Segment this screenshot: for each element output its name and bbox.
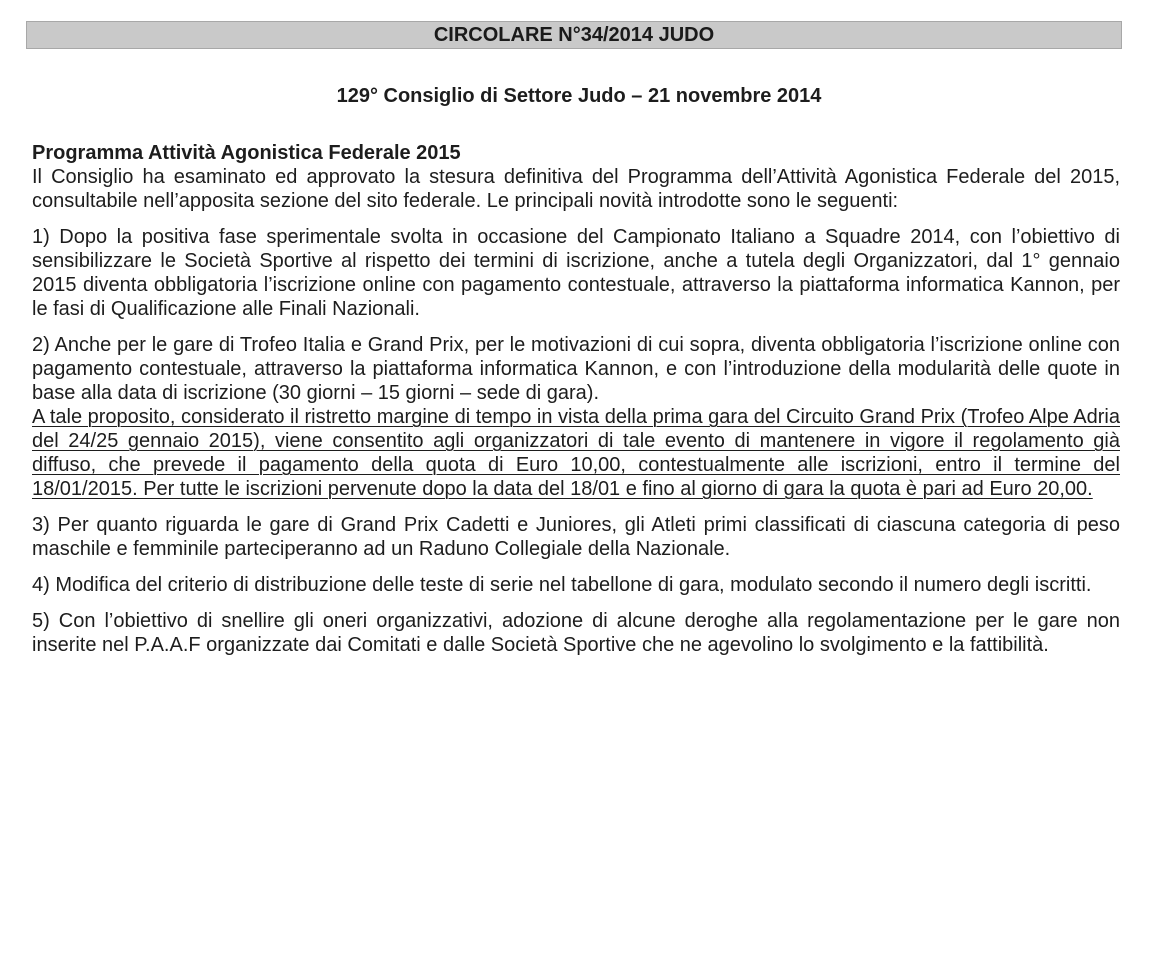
document-body [32, 141, 1120, 657]
item-1-paragraph: 1) Dopo la positiva fase sperimentale svolta in occasione del Campionato Italiano a Squadre 2014, con l’obiettivo di sensibilizzare le Società Sportive al rispetto dei termini di iscrizione, anche a tutela degli Organizzatori, dal 1° gennaio 2015 diventa obbligatoria l’iscrizione online con pagamento contestuale, attraverso la piattaforma informatica Kannon, per le fasi di Qualificazione alle Finali Nazionali. [32, 226, 1120, 320]
document-subtitle: 129° Consiglio di Settore Judo – 21 novembre 2014 [336, 85, 822, 107]
item-4-paragraph: 4) Modifica del criterio di distribuzione delle teste di serie nel tabellone di gara, modulato secondo il numero degli iscritti. [32, 574, 1092, 596]
circular-banner: CIRCOLARE N°34/2014 JUDO [26, 21, 1122, 49]
item-3-paragraph: 3) Per quanto riguarda le gare di Grand Prix Cadetti e Juniores, gli Atleti primi classificati di ciascuna categoria di peso maschile e femminile parteciperanno ad un Raduno Collegiale della Nazionale. [32, 514, 1120, 560]
item-2-paragraph: 2) Anche per le gare di Trofeo Italia e Grand Prix, per le motivazioni di cui sopra, diventa obbligatoria l’iscrizione online con pagamento contestuale, attraverso la piattaforma informatica Kannon, e con l’introduzione della modularità delle quote in base alla data di iscrizione (30 giorni – 15 giorni – sede di gara). [32, 334, 1120, 404]
item-5-paragraph: 5) Con l’obiettivo di snellire gli oneri organizzativi, adozione di alcune deroghe alla regolamentazione per le gare non inserite nel P.A.A.F organizzate dai Comitati e dalle Società Sportive che ne agevolino lo svolgimento e la fattibilità. [32, 610, 1120, 656]
item-2-underlined-note: A tale proposito, considerato il ristretto margine di tempo in vista della prima gara del Circuito Grand Prix (Trofeo Alpe Adria del 24/25 gennaio 2015), viene consentito agli organizzatori di tale evento di mantenere in vigore il regolamento già diffuso, che prevede il pagamento della quota di Euro 10,00, contestualmente alle iscrizioni, entro il termine del 18/01/2015. Per tutte le iscrizioni pervenute dopo la data del 18/01 e fino al giorno di gara la quota è pari ad Euro 20,00. [32, 406, 1120, 500]
section-title: Programma Attività Agonistica Federale 2015 [32, 142, 461, 164]
intro-paragraph: Il Consiglio ha esaminato ed approvato la stesura definitiva del Programma dell’Attività Agonistica Federale del 2015, consultabile nell’apposita sezione del sito federale. Le principali novità introdotte sono le seguenti: [32, 166, 1120, 212]
